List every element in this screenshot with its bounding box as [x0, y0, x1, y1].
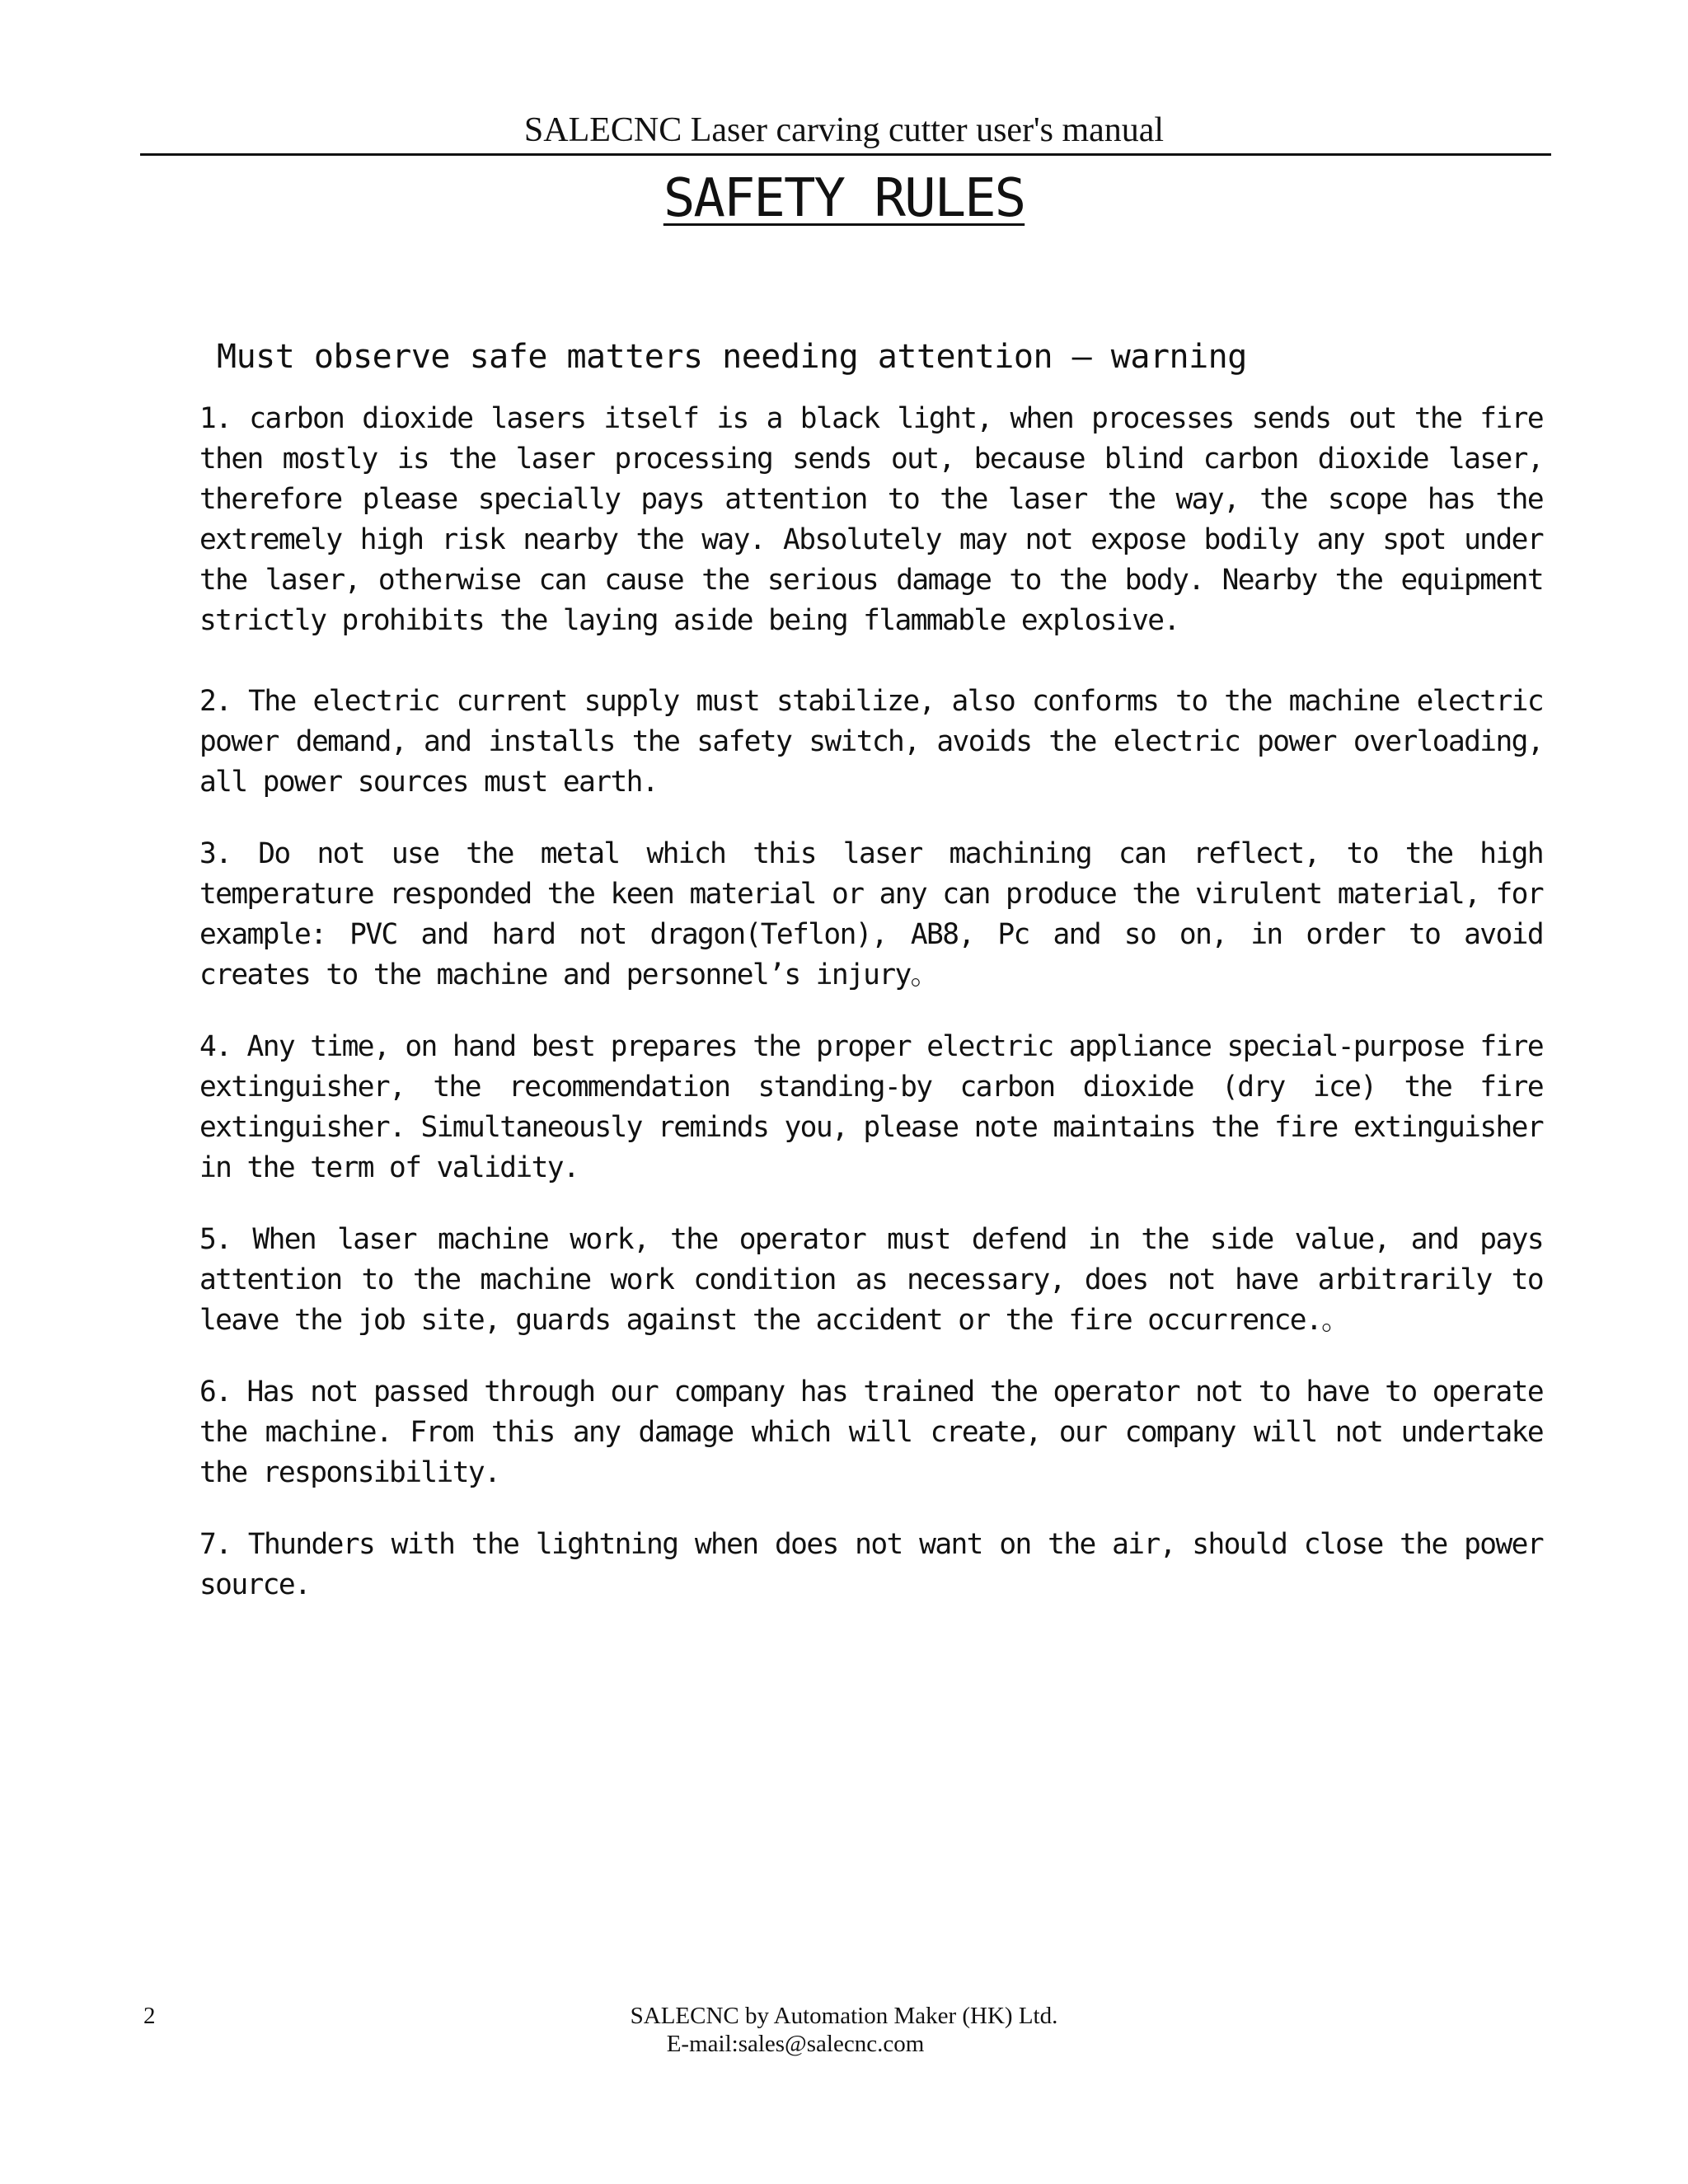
footer-company: SALECNC by Automation Maker (HK) Ltd.	[630, 2003, 1058, 2029]
rule-item-2: 2. The electric current supply must stabilize, also conforms to the machine electric power demand, and installs the safety switch, avoids the electric power overloading, all power sources must earth.	[199, 685, 1543, 799]
rule-item-6: 6. Has not passed through our company has trained the operator not to have to operate the machine. From this any damage which will create, our company will not undertake the responsibility.	[199, 1376, 1543, 1489]
rule-item-3: 3. Do not use the metal which this laser machining can reflect, to the high temperature responded the keen material or any can produce the virulent material, for example: PVC and hard not dragon(Teflon), AB8, Pc and so on, in order to avoid creates to the machine and personnel’s injury。	[199, 837, 1543, 991]
rules-list	[199, 399, 1543, 1605]
rule-item-5: 5. When laser machine work, the operator must defend in the side value, and pays attention to the machine work condition as necessary, does not have arbitrarily to leave the job site, guards against the accident or the fire occurrence.。	[199, 1223, 1543, 1337]
rule-item-1: 1. carbon dioxide lasers itself is a black light, when processes sends out the fire then mostly is the laser processing sends out, because blind carbon dioxide laser, therefore please specially pays attention to the laser the way, the scope has the extremely high risk nearby the way. Absolutely may not expose bodily any spot under the laser, otherwise can cause the serious damage to the body. Nearby the equipment strictly prohibits the laying aside being flammable explosive.	[199, 402, 1543, 637]
page-title-text: SAFETY RULES	[663, 168, 1025, 229]
header-divider	[140, 153, 1551, 156]
rule-item-7: 7. Thunders with the lightning when does not want on the air, should close the power source.	[199, 1528, 1543, 1601]
rule-item-4: 4. Any time, on hand best prepares the proper electric appliance special-purpose fire extinguisher, the recommendation standing-by carbon dioxide (dry ice) the fire extinguisher. Simultaneously reminds you, please note maintains the fire extinguisher in the term of validity.	[199, 1030, 1543, 1184]
running-header: SALECNC Laser carving cutter user's manual	[523, 111, 1165, 149]
page-number: 2	[143, 2003, 156, 2029]
section-heading: Must observe safe matters needing attention – warning	[217, 338, 1247, 376]
footer-email: E-mail:sales@salecnc.com	[666, 2031, 925, 2057]
page-title	[0, 163, 1688, 234]
